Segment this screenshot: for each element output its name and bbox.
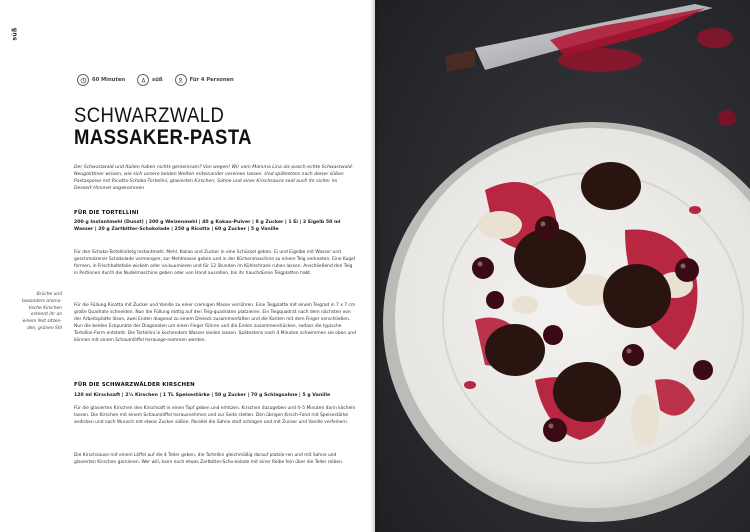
dish-photo: [375, 0, 750, 532]
clock-icon: [77, 74, 89, 86]
meta-taste-text: süß: [152, 77, 163, 83]
side-note: Brüche und besonders aroma-tische Kirschen erkennt ihr an einem fest sitzen-den, grünen Stil: [22, 292, 62, 331]
recipe-title-line2: MASSAKER-PASTA: [74, 126, 252, 149]
tortellini-step-1: Für den Schoko-Tortellinitelg Instantmehl, Mehl, Kakao und Zucker in eine Schüssel geben. Ei und Eigelbe mit Wasser und geschmolzener Schokolade vermengen, zur Mehlmasse geben und in der Küchenmaschine zu einem Teig verkneten. Eine Kugel formen, in Frischhaltefolie wickeln oder va-kuumieren und für 12 Stunden im Kühlschrank ruhen lassen. Anschließend den Teig in Portionen durch die Nudelmaschine geben oder von Hand ausrollen, bis ihr hauchdünne Teigplatten habt.: [74, 250, 356, 277]
tortellini-heading: FÜR DIE TORTELLINI: [74, 210, 139, 216]
sauce-splash: [558, 48, 642, 72]
dish-photo-page: [375, 0, 750, 532]
recipe-meta: [77, 74, 234, 86]
sweet-icon: [137, 74, 149, 86]
meta-servings: [175, 74, 234, 86]
meta-time: [77, 74, 125, 86]
recipe-intro: Der Schwarzwald und Italien haben nichts gemeinsam? Von wegen! Wir vom Mamma Lina als wasch-echte Schwarzwald-Neugolittiner wissen, wie sich unsere beiden Welten miteinander vereinen lassen. Und spätestens nach dieser süßen Pastaspeise mit Ricotta-Schoko-Tortellini, glasierten Kirschen, Sahne und einer Kirschsauce seid auch ihr sicher im Dessert-Himmel angekommen: [74, 165, 354, 191]
page-number-text: süß: [11, 27, 19, 41]
meta-time-text: 60 Minuten: [92, 77, 126, 83]
cherries-ingredients: 120 ml Kirschsaft | 2½ Kirschen | 1 TL Speisestärke | 50 g Zucker | 70 g Schlagsahne | 5 g Vanille: [74, 393, 331, 398]
servings-icon: [175, 74, 187, 86]
cherries-step-2: Die Kirschsauce mit einem Löffel auf die 4 Teller geben, die Tortellini gleichmäßig darauf platzie-ren und mit Sahne und glasierten Kirschen garnieren. Wer will, kann noch etwas Zartbitter-Scho-kolade mit einer Reibe fein über die Teller reiben.: [74, 453, 344, 466]
page-number: [8, 27, 22, 50]
tortellini-ingredients: 200 g Instantmehl (Dunst) | 200 g Weizenmehl | 40 g Kakao-Pulver | 8 g Zucker | 1 Ei | 2 Eigelb 50 ml Wasser | 20 g Zartbitter-Schokolade | 250 g Ricotta | 60 g Zucker | 5 g Vanille: [74, 220, 341, 233]
cherries-heading: FÜR DIE SCHWARZWÄLDER KIRSCHEN: [74, 382, 195, 388]
tortellini-step-2: Für die Füllung Ricotta mit Zucker und Vanille zu einer cremigen Masse verrühren. Eine Teigplatte mit einem Teigrad in 7 x 7 cm große Quadrate schneiden. Nun die Füllung mittig auf den Teig-quadraten platzieren. Ein Teigquadrat nach dem nächsten von der Arbeitsplatte lösen, zwei Enden diagonal zu einem Dreieck zusammenfalten und die Kanten mit dem Finger verschließen. Nun die beiden Eckpunkte der Diagonalen um einen Finger führen und die Enden zusammendrücken, sodass die typische Tortellini-Form entsteht. Die Tortellini in kochendem Wasser sieden lassen. Spätestens nach 4 Minuten schwimmen sie oben und können mit einem Schaumlöffel herausge-nommen werden.: [74, 303, 356, 344]
meta-servings-text: Für 4 Personen: [189, 77, 234, 83]
sauce-drop: [718, 110, 736, 126]
recipe-title-line1: SCHWARZWALD: [74, 104, 225, 127]
meta-taste: [137, 74, 163, 86]
sauce-splash: [697, 28, 733, 48]
cherries-step-1: Für die glasierten Kirschen den Kirschsaft in einen Topf geben und erhitzen. Kirschen dazugeben und 4–5 Minuten darin köcheln lassen. Die Kirschen mit einem Schaumlöffel herausnehmen und zur Seite stellen. Den übrigen Kirsch-Fond mit Speisestärke andicken und nach Wunsch mit etwas Zucker süßen. Parallel die Sahne steif schlagen und mit Zucker und Vanille verfeinern.: [74, 406, 356, 426]
